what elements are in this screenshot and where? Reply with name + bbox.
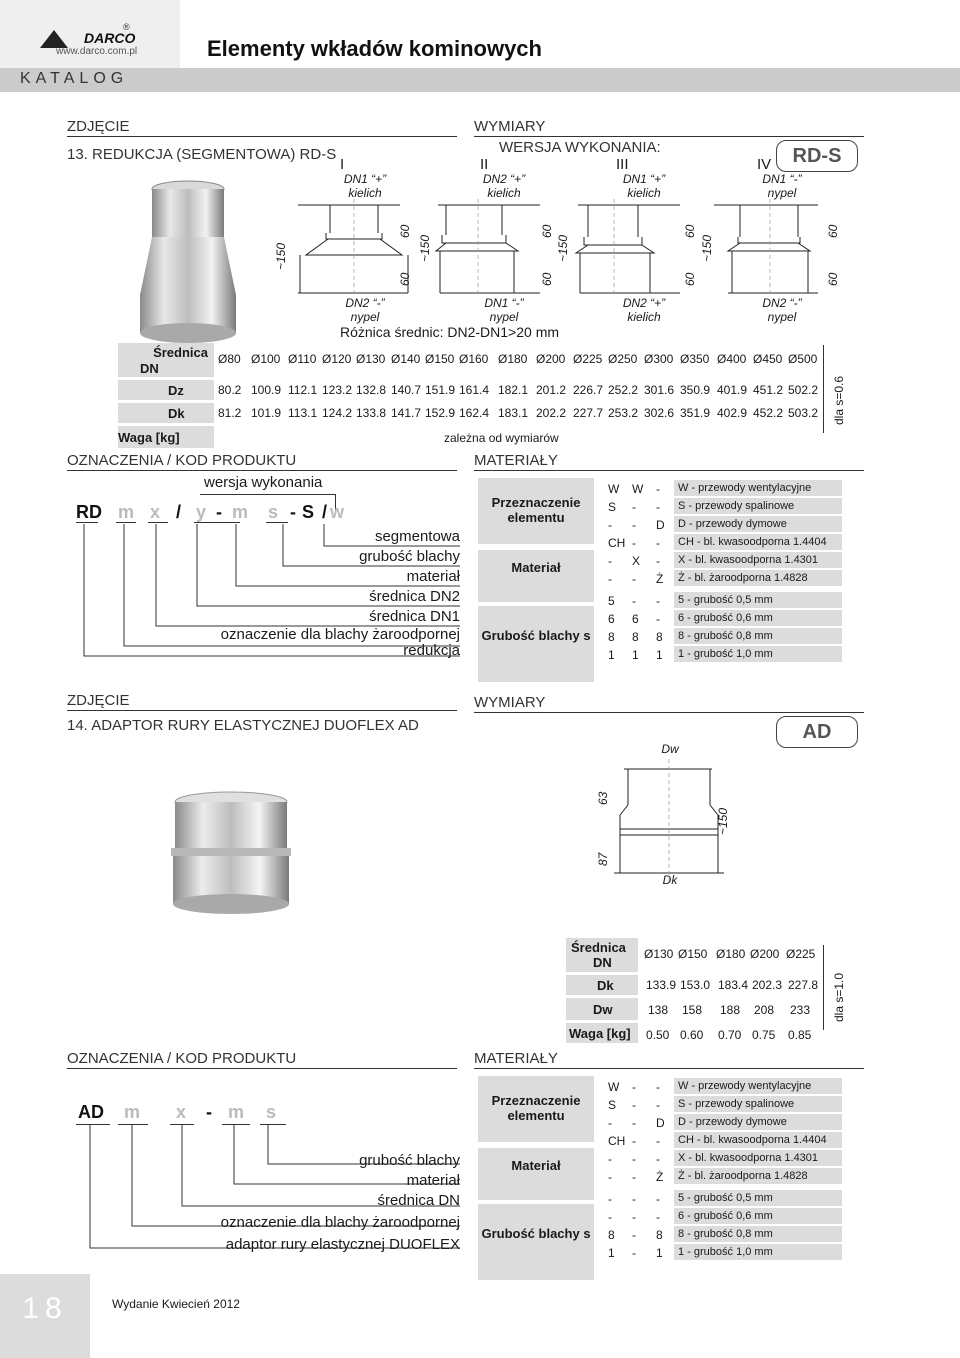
section13-mat-desc: W - przewody wentylacyjne <box>678 482 812 494</box>
s13-ver-top-sub: kielich <box>487 186 521 200</box>
s13-cell-dn: Ø130 <box>356 352 386 366</box>
s13-variant-label: WERSJA WYKONANIA: <box>499 139 661 156</box>
s13-cell-dn: Ø500 <box>788 352 818 366</box>
s13-legend-item: średnica DN2 <box>369 588 460 605</box>
s13-cell-dn: Ø100 <box>251 352 281 366</box>
section13-mat-col-a: 5 <box>608 594 615 608</box>
s13-th-dz: Dz <box>168 383 184 398</box>
s14-code-part: AD <box>78 1102 104 1122</box>
s13-code-part: / <box>176 502 182 522</box>
s14-mat-rule <box>474 1068 864 1069</box>
s13-cell-dk: 402.9 <box>717 406 748 420</box>
s13-cell-dz: 401.9 <box>717 383 748 397</box>
s14-dim-150: ~150 <box>716 807 730 835</box>
s13-cell-dn: Ø140 <box>391 352 421 366</box>
s14-th-dn: DN <box>593 955 612 970</box>
section13-mat-col-b: 6 <box>632 612 639 626</box>
s13-code-part: S <box>302 502 315 522</box>
s13-cell-dn: Ø200 <box>536 352 566 366</box>
s13-ver-top-sub: kielich <box>627 186 661 200</box>
s13-cell-dz: 350.9 <box>680 383 711 397</box>
s13-dim: 60 <box>826 224 840 238</box>
s14-th-waga: Waga [kg] <box>569 1026 631 1041</box>
s14-cell-dw: 158 <box>682 1003 703 1017</box>
logo-registered: ® <box>123 22 130 32</box>
s14-cell-dn: Ø130 <box>644 947 674 961</box>
s14-dim-dw: Dw <box>661 742 679 756</box>
s13-ver-top-sub: kielich <box>348 186 382 200</box>
section14-mat-group-bg <box>478 1148 594 1200</box>
s14-cell-waga: 0.70 <box>718 1028 742 1042</box>
s14-code-label: OZNACZENIA / KOD PRODUKTU <box>67 1050 297 1067</box>
s13-th-dk: Dk <box>168 406 185 421</box>
section14-mat-col-a: 8 <box>608 1228 615 1242</box>
section13-mat-col-a: - <box>608 518 612 532</box>
section14-mat-col-b: - <box>632 1210 636 1224</box>
s14-code-part: m <box>124 1102 141 1122</box>
s13-cell-dz: 451.2 <box>753 383 784 397</box>
s13-diff-note: Różnica średnic: DN2-DN1>20 mm <box>340 324 560 340</box>
section14-mat-group: Grubość blachy s <box>481 1226 591 1241</box>
s13-dim: 60 <box>398 272 412 286</box>
s14-cell-dw: 138 <box>648 1003 669 1017</box>
s14-cell-dn: Ø150 <box>678 947 708 961</box>
s14-cell-dw: 208 <box>754 1003 775 1017</box>
section13-mat-col-c: Ż <box>656 572 664 586</box>
s13-dim: 60 <box>826 272 840 286</box>
s13-cell-dk: 202.2 <box>536 406 567 420</box>
section14-mat-col-b: - <box>632 1134 636 1148</box>
s14-code-rule <box>67 1068 457 1069</box>
section14-mat-col-a: - <box>608 1116 612 1130</box>
s14-legend-item: oznaczenie dla blachy żaroodpornej <box>220 1214 460 1231</box>
s13-code-part: m <box>232 502 249 522</box>
s13-dim: 60 <box>683 224 697 238</box>
s14-cell-dk: 133.9 <box>646 978 677 992</box>
section14-mat-col-b: - <box>632 1246 636 1260</box>
s13-code-part: RD <box>76 502 102 522</box>
section13-mat-col-c: - <box>656 536 660 550</box>
s13-product-photo <box>130 175 250 350</box>
s13-photo-label: ZDJĘCIE <box>67 118 130 135</box>
section14-mat-col-a: S <box>608 1098 617 1112</box>
s13-mat-rule <box>474 470 864 471</box>
section13-mat-desc: 1 - grubość 1,0 mm <box>678 648 773 660</box>
s13-ver-top: DN1 “+” <box>622 172 666 186</box>
s14-photo-rule <box>67 710 457 711</box>
s13-cell-dz: 502.2 <box>788 383 819 397</box>
section14-mat-desc: 1 - grubość 1,0 mm <box>678 1246 773 1258</box>
s13-cell-dz: 182.1 <box>498 383 529 397</box>
s13-cell-dk: 133.8 <box>356 406 387 420</box>
s13-cell-dz: 140.7 <box>391 383 422 397</box>
s13-cell-dn: Ø160 <box>459 352 489 366</box>
s13-code-part: s <box>268 502 279 522</box>
catalog-band <box>0 68 960 92</box>
section13-mat-desc: 8 - grubość 0,8 mm <box>678 630 773 642</box>
section14-mat-desc: W - przewody wentylacyjne <box>678 1080 812 1092</box>
s13-cell-dn: Ø300 <box>644 352 674 366</box>
s13-ver-num: IV <box>757 156 772 173</box>
s13-ver-bottom-sub: kielich <box>627 310 661 324</box>
s13-legend-item: segmentowa <box>374 528 460 545</box>
section14-mat-col-b: - <box>632 1170 636 1184</box>
section13-mat-col-a: S <box>608 500 617 514</box>
section13-mat-col-a: CH <box>608 536 626 550</box>
section13-mat-col-c: - <box>656 482 660 496</box>
s13-ver-bottom-sub: nypel <box>350 310 380 324</box>
section14-mat-desc: X - bl. kwasoodporna 1.4301 <box>678 1152 819 1164</box>
s13-code-part: y <box>196 502 207 522</box>
section13-mat-col-a: 8 <box>608 630 615 644</box>
section13-mat-col-a: 6 <box>608 612 615 626</box>
s14-product-photo <box>165 790 300 920</box>
s13-cell-dn: Ø120 <box>322 352 352 366</box>
s13-cell-dk: 351.9 <box>680 406 711 420</box>
logo-name: DARCO <box>84 30 136 46</box>
s13-ver-top-sub: nypel <box>767 186 797 200</box>
s14-dim-63: 63 <box>596 791 610 805</box>
s13-cell-dz: 226.7 <box>573 383 604 397</box>
s13-side-rule <box>823 345 824 433</box>
section13-mat-col-c: - <box>656 554 660 568</box>
section13-mat-col-a: W <box>608 482 620 496</box>
section14-mat-col-c: D <box>656 1116 665 1130</box>
section14-mat-group: Przeznaczenie elementu <box>491 1093 581 1123</box>
section13-mat-col-c: - <box>656 594 660 608</box>
s13-th-bg <box>118 403 214 423</box>
s13-code-part: m <box>118 502 135 522</box>
s13-cell-dk: 81.2 <box>218 406 242 420</box>
section14-mat-col-b: - <box>632 1192 636 1206</box>
section14-mat-desc: 8 - grubość 0,8 mm <box>678 1228 773 1240</box>
section13-mat-col-b: X <box>632 554 641 568</box>
section14-mat-group-bg <box>478 1204 594 1280</box>
s13-code-rule <box>67 470 457 471</box>
s13-cell-dk: 162.4 <box>459 406 490 420</box>
s13-cell-dz: 301.6 <box>644 383 675 397</box>
section13-mat-col-b: - <box>632 536 636 550</box>
section13-mat-col-c: 1 <box>656 648 663 662</box>
section13-mat-col-b: 8 <box>632 630 639 644</box>
section14-mat-desc: CH - bl. kwasoodporna 1.4404 <box>678 1134 827 1146</box>
section13-mat-desc: CH - bl. kwasoodporna 1.4404 <box>678 536 827 548</box>
s14-cell-dk: 202.3 <box>752 978 783 992</box>
s14-dims-label: WYMIARY <box>474 694 546 711</box>
s14-side-rule <box>823 945 824 1030</box>
s13-cell-dz: 201.2 <box>536 383 567 397</box>
s13-th-bg <box>118 380 214 400</box>
section13-mat-col-a: - <box>608 554 612 568</box>
section13-mat-col-b: - <box>632 572 636 586</box>
section13-mat-col-c: - <box>656 612 660 626</box>
s13-ver-bottom: DN2 “-” <box>345 296 385 310</box>
s13-wersja-line <box>200 494 336 495</box>
section14-mat-desc: D - przewody dymowe <box>678 1116 787 1128</box>
section14-mat-desc: 5 - grubość 0,5 mm <box>678 1192 773 1204</box>
section13-mat-group: Grubość blachy s <box>481 628 591 643</box>
s13-ver-num: I <box>340 156 345 173</box>
s13-ver-bottom: DN1 “-” <box>484 296 524 310</box>
s14-cell-waga: 0.60 <box>680 1028 704 1042</box>
section14-mat-col-a: W <box>608 1080 620 1094</box>
section14-mat-col-b: - <box>632 1080 636 1094</box>
s13-th-srednica: Średnica <box>153 345 208 360</box>
s13-cell-dz: 151.9 <box>425 383 456 397</box>
s13-code-part: / <box>322 502 328 522</box>
section13-mat-desc: 5 - grubość 0,5 mm <box>678 594 773 606</box>
section13-mat-desc: X - bl. kwasoodporna 1.4301 <box>678 554 819 566</box>
s13-cell-dk: 503.2 <box>788 406 819 420</box>
s14-cell-waga: 0.75 <box>752 1028 776 1042</box>
s13-legend-item: materiał <box>406 568 460 585</box>
section13-mat-col-b: - <box>632 500 636 514</box>
s13-ver-top: DN1 “+” <box>343 172 387 186</box>
s13-dim: ~150 <box>418 234 432 262</box>
s13-dim: ~150 <box>556 234 570 262</box>
section14-mat-col-a: - <box>608 1170 612 1184</box>
s13-dim: ~150 <box>700 234 714 262</box>
s13-dim: 60 <box>540 272 554 286</box>
logo-url: www.darco.com.pl <box>56 46 138 57</box>
s13-code-part: - <box>216 502 222 522</box>
s14-photo-label: ZDJĘCIE <box>67 692 130 709</box>
s13-cell-dz: 123.2 <box>322 383 353 397</box>
section13-mat-col-a: - <box>608 572 612 586</box>
s14-dims-rule <box>474 712 864 713</box>
section13-mat-col-b: - <box>632 518 636 532</box>
section14-mat-col-b: - <box>632 1116 636 1130</box>
page-title: Elementy wkładów kominowych <box>207 36 542 61</box>
s13-ver-num: III <box>616 156 629 173</box>
s14-cell-waga: 0.85 <box>788 1028 812 1042</box>
edition-note: Wydanie Kwiecień 2012 <box>112 1297 240 1311</box>
s13-cell-dk: 452.2 <box>753 406 784 420</box>
s14-dim-dk: Dk <box>662 873 678 887</box>
s14-code-part: m <box>228 1102 245 1122</box>
s14-th-dk: Dk <box>597 978 614 993</box>
s13-cell-dz: 80.2 <box>218 383 242 397</box>
section14-mat-col-b: - <box>632 1152 636 1166</box>
s13-cell-dk: 227.7 <box>573 406 604 420</box>
s13-dim: 60 <box>398 224 412 238</box>
s13-legend-item: grubość blachy <box>359 548 460 565</box>
s14-legend-item: adaptor rury elastycznej DUOFLEX <box>225 1236 460 1253</box>
s13-cell-dk: 101.9 <box>251 406 282 420</box>
s13-code-part: w <box>330 502 345 522</box>
section13-mat-group-bg <box>478 606 594 682</box>
section14-mat-desc: S - przewody spalinowe <box>678 1098 795 1110</box>
s13-badge: RD-S <box>776 140 858 172</box>
section13-mat-col-b: W <box>632 482 644 496</box>
s13-ver-bottom: DN2 “-” <box>762 296 802 310</box>
s13-code-part: - <box>290 502 296 522</box>
s13-cell-dn: Ø150 <box>425 352 455 366</box>
section14-mat-col-a: - <box>608 1152 612 1166</box>
s13-cell-dk: 124.2 <box>322 406 353 420</box>
s13-ver-top: DN2 “+” <box>482 172 526 186</box>
section14-mat-col-c: - <box>656 1080 660 1094</box>
section14-mat-col-a: CH <box>608 1134 626 1148</box>
s13-cell-dk: 183.1 <box>498 406 529 420</box>
section14-mat-col-c: 8 <box>656 1228 663 1242</box>
s13-cell-dk: 253.2 <box>608 406 639 420</box>
section13-mat-desc: S - przewody spalinowe <box>678 500 795 512</box>
s13-dims-rule <box>474 136 864 137</box>
section14-mat-desc: Ż - bl. żaroodporna 1.4828 <box>678 1170 808 1182</box>
section13-mat-col-b: - <box>632 594 636 608</box>
s13-mat-label: MATERIAŁY <box>474 452 558 469</box>
s14-cell-dk: 153.0 <box>680 978 711 992</box>
section13-mat-desc: D - przewody dymowe <box>678 518 787 530</box>
section14-mat-col-c: - <box>656 1152 660 1166</box>
s13-cell-dk: 141.7 <box>391 406 422 420</box>
s13-dim: ~150 <box>274 242 288 270</box>
section14-mat-desc: 6 - grubość 0,6 mm <box>678 1210 773 1222</box>
section14-mat-col-b: - <box>632 1228 636 1242</box>
s13-ver-bottom-sub: nypel <box>767 310 797 324</box>
s13-legend-item: redukcja <box>403 642 460 659</box>
s13-ver-bottom: DN2 “+” <box>622 296 666 310</box>
s13-cell-dk: 113.1 <box>288 406 318 420</box>
section14-mat-col-c: - <box>656 1210 660 1224</box>
section13-mat-col-a: 1 <box>608 648 615 662</box>
s13-legend-item: średnica DN1 <box>369 608 460 625</box>
s13-cell-dn: Ø400 <box>717 352 747 366</box>
s13-dim: 60 <box>683 272 697 286</box>
s13-cell-dz: 112.1 <box>288 383 318 397</box>
s14-cell-dw: 188 <box>720 1003 741 1017</box>
s13-ver-num: II <box>480 156 489 173</box>
section14-mat-col-c: - <box>656 1192 660 1206</box>
s13-cell-dn: Ø225 <box>573 352 603 366</box>
section13-mat-group: Przeznaczenie elementu <box>491 495 581 525</box>
catalog-label: KATALOG <box>20 70 129 87</box>
s14-cell-dn: Ø180 <box>716 947 746 961</box>
s14-cell-dk: 183.4 <box>718 978 749 992</box>
s14-legend-item: grubość blachy <box>359 1152 460 1169</box>
s14-mat-label: MATERIAŁY <box>474 1050 558 1067</box>
s14-code-part: x <box>176 1102 187 1122</box>
s14-th-srednica: Średnica <box>571 940 626 955</box>
section14-mat-col-a: - <box>608 1192 612 1206</box>
s14-th-dw: Dw <box>593 1002 613 1017</box>
section14-mat-col-a: 1 <box>608 1246 615 1260</box>
s14-side-note: dla s=1.0 <box>832 972 846 1022</box>
s13-code-wersja: wersja wykonania <box>204 474 323 491</box>
s13-dim: 60 <box>540 224 554 238</box>
s13-cell-dn: Ø450 <box>753 352 783 366</box>
s13-legend-item: oznaczenie dla blachy żaroodpornej <box>220 626 460 643</box>
s13-cell-dk: 302.6 <box>644 406 675 420</box>
s13-th-dn: DN <box>140 361 159 376</box>
s14-cell-dk: 227.8 <box>788 978 819 992</box>
section14-mat-group: Materiał <box>511 1158 561 1173</box>
s13-cell-dz: 100.9 <box>251 383 282 397</box>
section13-mat-col-c: - <box>656 500 660 514</box>
s13-title: 13. REDUKCJA (SEGMENTOWA) RD-S <box>67 146 337 163</box>
page-number: 18 <box>22 1292 68 1325</box>
s14-legend-item: materiał <box>406 1172 460 1189</box>
s14-cell-dn: Ø225 <box>786 947 816 961</box>
s13-cell-dn: Ø80 <box>218 352 241 366</box>
s14-cell-dn: Ø200 <box>750 947 780 961</box>
s14-title: 14. ADAPTOR RURY ELASTYCZNEJ DUOFLEX AD <box>67 717 419 734</box>
s13-code-label: OZNACZENIA / KOD PRODUKTU <box>67 452 297 469</box>
section13-mat-group: Materiał <box>511 560 561 575</box>
s14-dim-87: 87 <box>596 852 610 866</box>
s14-legend-item: średnica DN <box>377 1192 460 1209</box>
s14-badge: AD <box>776 716 858 748</box>
s13-side-note: dla s=0.6 <box>832 375 846 425</box>
section13-mat-col-c: D <box>656 518 665 532</box>
section13-mat-desc: 6 - grubość 0,6 mm <box>678 612 773 624</box>
s14-cell-waga: 0.50 <box>646 1028 670 1042</box>
section14-mat-col-c: - <box>656 1134 660 1148</box>
s13-photo-rule <box>67 136 457 137</box>
section14-mat-col-a: - <box>608 1210 612 1224</box>
section13-mat-desc: Ż - bl. żaroodporna 1.4828 <box>678 572 808 584</box>
s13-cell-dn: Ø250 <box>608 352 638 366</box>
s14-code-part: s <box>266 1102 277 1122</box>
s13-cell-dn: Ø180 <box>498 352 528 366</box>
page-header <box>0 0 960 92</box>
section13-mat-col-c: 8 <box>656 630 663 644</box>
s13-code-part: x <box>150 502 161 522</box>
s13-cell-dn: Ø350 <box>680 352 710 366</box>
s13-waga-value: zależna od wymiarów <box>444 431 559 445</box>
section14-mat-col-c: Ż <box>656 1170 664 1184</box>
section13-mat-group-bg <box>478 550 594 602</box>
logo <box>0 0 180 68</box>
section13-mat-col-b: 1 <box>632 648 639 662</box>
s14-code-part: - <box>206 1102 212 1122</box>
s13-cell-dk: 152.9 <box>425 406 456 420</box>
s13-cell-dz: 161.4 <box>459 383 490 397</box>
section14-mat-col-b: - <box>632 1098 636 1112</box>
section14-mat-col-c: 1 <box>656 1246 663 1260</box>
s13-ver-bottom-sub: nypel <box>489 310 519 324</box>
s13-cell-dz: 132.8 <box>356 383 387 397</box>
s13-ver-top: DN1 “-” <box>762 172 802 186</box>
s13-dims-label: WYMIARY <box>474 118 546 135</box>
s13-th-waga: Waga [kg] <box>118 430 180 445</box>
header-divider <box>180 0 184 68</box>
s13-cell-dz: 252.2 <box>608 383 639 397</box>
s14-cell-dw: 233 <box>790 1003 811 1017</box>
s13-cell-dn: Ø110 <box>288 352 317 366</box>
section14-mat-col-c: - <box>656 1098 660 1112</box>
